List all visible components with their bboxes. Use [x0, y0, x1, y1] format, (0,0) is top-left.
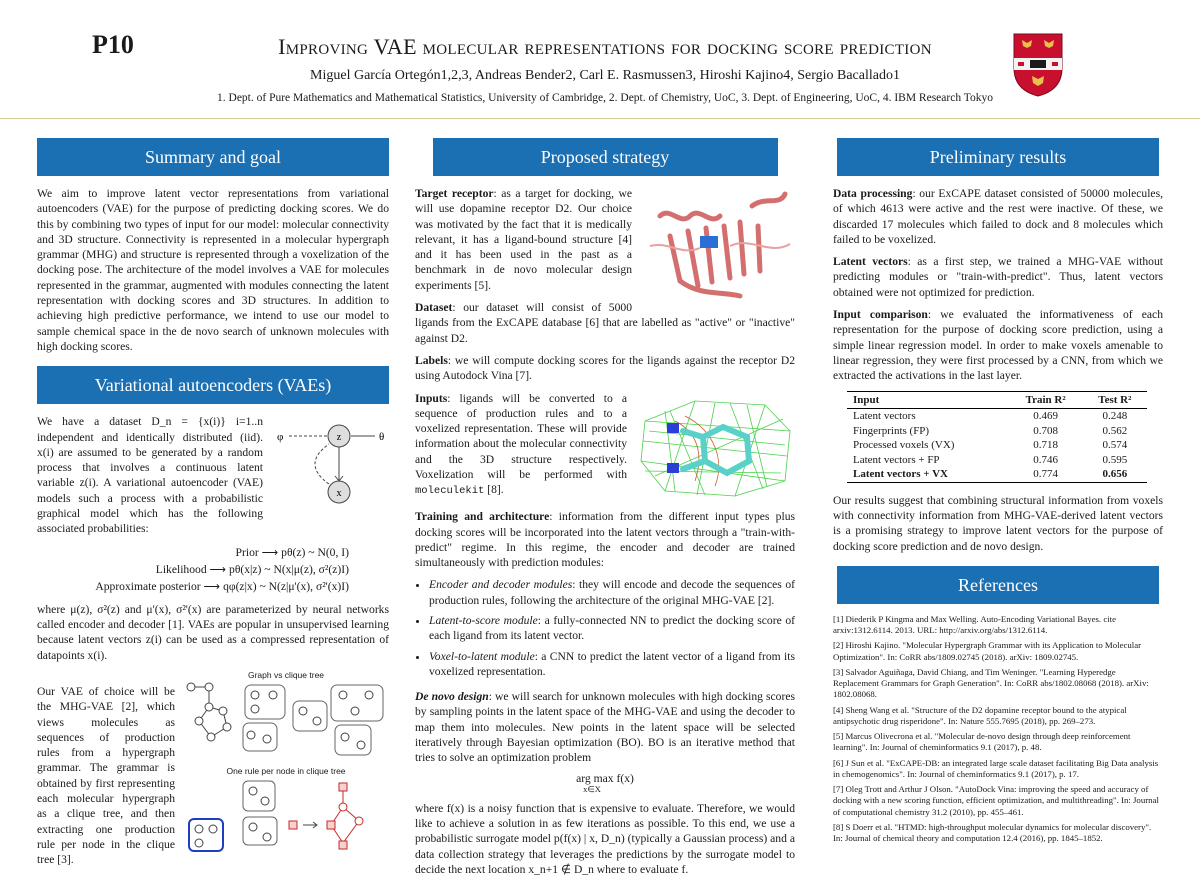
- labels-label: Labels: [415, 353, 448, 367]
- comparison-text: : we evaluated the informativeness of each representation for the purpose of docking score prediction, using a simple linear regression model. In order to make voxels amenable to linear regression, they were first processed by a CNN, from which we extracted the activations in the last layer.: [833, 308, 1163, 383]
- cell-input: Latent vectors + FP: [853, 453, 940, 466]
- reference-item: [1] Diederik P Kingma and Max Welling. Auto-Encoding Variational Bayes. cite arxiv:1312.6114. 2013. URL: http://arxiv.org/abs/1312.6114.: [833, 613, 1117, 636]
- vae-intro: We have a dataset D_n = {x(i)} i=1..n independent and identically distributed (iid). x(i) are assumed to be generated by a random process that involves a continuous latent variable z(i). A variational autoencoder (VAE) models such a process with a probabilistic graphical model which has the following associated probabilities:: [37, 415, 263, 536]
- eq-likelihood: pθ(x|z) ~ N(x|μ(z), σ²(z)I): [229, 563, 349, 577]
- reference-list: [833, 614, 1163, 845]
- processing-text: : our ExCAPE dataset consisted of 50000 molecules, of which 4613 were active and the rest were inactive. Of these, we discarded 17 molecules which failed to dock and 8 molecules which failed to be voxelized.: [833, 187, 1163, 246]
- comparison-paragraph: [833, 307, 1163, 383]
- target-text: : as a target for docking, we will use dopamine receptor D2. Our choice was motivated by the fact that it is medically relevant, it has a ligand-bound structure [4] and it has been used in the past as a benchmark in de novo molecular design experiments [5].: [415, 187, 632, 292]
- cell-input: Latent vectors: [853, 410, 916, 423]
- column-right: [833, 138, 1163, 848]
- column-middle: [415, 138, 795, 884]
- training-label: Training and architecture: [415, 510, 550, 524]
- module-item: [429, 577, 795, 608]
- vae-after: where μ(z), σ²(z) and μ'(x), σ²'(x) are parameterized by neural networks called encoder and decoder [1]. VAEs are popular in unsupervised learning because latent vectors z(i) can be used as a compressed representation of datapoints x(i).: [37, 602, 389, 662]
- results-heading: Preliminary results: [837, 138, 1159, 176]
- node-x: x: [336, 488, 342, 500]
- eq-posterior-label: Approximate posterior: [95, 580, 201, 594]
- header-rule: [0, 118, 1200, 119]
- module-list: [415, 577, 795, 679]
- fig2-title: One rule per node in clique tree: [226, 765, 346, 776]
- table-row: [847, 409, 1147, 424]
- module-name: Voxel-to-latent module: [429, 649, 535, 663]
- labels-paragraph: [415, 353, 795, 384]
- processing-paragraph: [833, 186, 1163, 247]
- eq-likelihood-label: Likelihood: [155, 563, 207, 577]
- reference-item: [7] Oleg Trott and Arthur J Olson. "AutoDock Vina: improving the speed and accuracy of docking with a new scoring function, efficient optimization, and multithreading". In: Journal of computational chemistry 31.2 (2010), pp. 455–461.: [833, 784, 1159, 817]
- module-text: : a fully-connected NN to predict the docking score of each ligand from its latent vector.: [429, 613, 795, 643]
- node-theta: θ: [379, 431, 385, 444]
- results-table: [847, 391, 1147, 483]
- module-name: Latent-to-score module: [429, 613, 538, 627]
- argmax-main: arg max f(x): [576, 771, 634, 785]
- eq-prior-label: Prior: [235, 545, 259, 559]
- reference-item: [5] Marcus Olivecrona et al. "Molecular de-novo design through deep reinforcement learning". In: Journal of cheminformatics 9.1 (2017), p. 48.: [833, 731, 1131, 753]
- vae-heading: Variational autoencoders (VAEs): [37, 366, 389, 404]
- summary-text: We aim to improve latent vector representations from variational autoencoders (VAE) for the purpose of predicting docking scores. We do this by combining two types of input for our model: molecular connectivity and 3D structure. Connectivity is represented in a molecular hypergraph grammar (MHG) and structure is represented through a voxelization of the docking pose. The architecture of the model involves a VAE for molecules represented in the grammar, augmented with modules connecting the latent representation with docking scores and 3D structures. In addition to achieving high predictive performance, we intend to use our model to sample chemical space in the de novo search of unknown molecules with high docking scores.: [37, 187, 389, 353]
- cell-train: 0.746: [1033, 453, 1058, 466]
- mhg-text: Our VAE of choice will be the MHG-VAE [2], which views molecules as sequences of production rules from a hypergraph grammar. The grammar is obtained by first representing each molecular hypergraph as a clique tree, and then extracting one production rule per node in the clique tree [3].: [37, 685, 175, 867]
- poster-title: Improving VAE molecular representations for docking score prediction: [278, 34, 932, 59]
- voxelized-ligand-image: [635, 391, 795, 499]
- argmax-sub: x∈X: [583, 784, 601, 795]
- cell-input: Processed voxels (VX): [853, 439, 955, 452]
- reference-item: [4] Sheng Wang et al. "Structure of the D2 dopamine receptor bound to the atypical antipsychotic drug risperidone". In: Nature 555.7695 (2018), pp. 269–273.: [833, 704, 1127, 726]
- mhg-block: [37, 670, 389, 868]
- cell-train: 0.718: [1033, 439, 1058, 452]
- target-label: Target receptor: [415, 187, 494, 200]
- cambridge-crest-icon: [1012, 32, 1064, 98]
- table-row: [847, 438, 1147, 453]
- cell-input: Latent vectors + VX: [847, 467, 1009, 482]
- dataset-text: : our dataset will consist of 5000 ligands from the ExCAPE database [6] that are labelled as "active" or "inactive" against D2.: [415, 301, 795, 345]
- reference-item: [2] Hiroshi Kajino. "Molecular Hypergraph Grammar with its Application to Molecular Optimization". In: CoRR abs/1809.02745 (2018). arXiv: 1809.02745.: [833, 640, 1142, 662]
- cell-test: 0.248: [1102, 410, 1128, 423]
- strategy-heading: Proposed strategy: [433, 138, 778, 176]
- references-heading: References: [837, 566, 1159, 604]
- reference-item: [3] Salvador Aguiñaga, David Chiang, and Tim Weninger. "Learning Hyperedge Replacement Grammars for Graph Generation". In: CoRR abs/1802.08068 (2018). arXiv: 1802.08068.: [833, 666, 1149, 700]
- comparison-label: Input comparison: [833, 308, 928, 322]
- reference-item: [8] S Doerr et al. "HTMD: high-throughput molecular dynamics for molecular discovery". In: Journal of chemical theory and computation 12.4 (2016), pp. 1845–1852.: [833, 821, 1152, 844]
- affiliations: 1. Dept. of Pure Mathematics and Mathematical Statistics, University of Cambridge, 2. Dept. of Chemistry, UoC, 3. Dept. of Engineering, UoC, 4. IBM Research Tokyo: [217, 92, 993, 104]
- vae-graphical-model: [271, 414, 389, 512]
- dataset-label: Dataset: [415, 301, 453, 315]
- latent-paragraph: [833, 254, 1163, 300]
- table-row: [847, 453, 1147, 468]
- module-name: Encoder and decoder modules: [429, 578, 573, 592]
- module-text: : a CNN to predict the latent vector of a ligand from its voxelized representation.: [429, 649, 795, 678]
- column-left: [37, 138, 389, 868]
- header-train: Train R²: [1009, 391, 1083, 409]
- authors: Miguel García Ortegón1,2,3, Andreas Bender2, Carl E. Rasmussen3, Hiroshi Kajino4, Sergio Bacallado1: [310, 68, 900, 83]
- reference-item: [6] J Sun et al. "ExCAPE-DB: an integrated large scale dataset facilitating Big Data analysis in chemogenomics". In: Journal of cheminformatics 9.1 (2017), p. 17.: [833, 757, 1159, 779]
- argmax-equation: [415, 773, 795, 795]
- summary-heading: Summary and goal: [37, 138, 389, 176]
- module-text: : they will encode and decode the sequences of production rules, following the architecture of the original MHG-VAE [2].: [429, 578, 795, 607]
- training-text: : information from the different input types plus docking scores will be incorporated into the latent vectors through a "train-with-predict" regime. In this regime, the encoder and decoder are trained simultaneously with prediction modules:: [415, 510, 796, 570]
- graph-vs-clique-tree-figure: [183, 681, 389, 759]
- cell-input: Fingerprints (FP): [853, 424, 930, 437]
- inputs-ref: [8].: [487, 483, 504, 497]
- header-input: Input: [847, 391, 1009, 409]
- denovo-label: De novo design: [415, 690, 489, 704]
- node-phi: φ: [277, 431, 284, 444]
- denovo-paragraph: [415, 689, 795, 765]
- inputs-text: : ligands will be converted to a sequence of production rules and to a voxelized representation. These will provide information about the molecular connectivity and the 3D structure respectively. Voxelization will be performed with: [415, 391, 627, 482]
- latent-label: Latent vectors: [833, 255, 908, 269]
- clique-tree-figures: [183, 670, 389, 868]
- eq-posterior: qφ(z|x) ~ N(z|μ'(x), σ²'(x)I): [223, 580, 349, 594]
- cell-test: 0.574: [1102, 439, 1128, 452]
- labels-text: : we will compute docking scores for the ligands against the receptor D2 using Autodock Vina [7].: [415, 353, 795, 383]
- inputs-tool: moleculekit: [415, 485, 485, 498]
- poster-id: P10: [92, 30, 134, 59]
- table-header-row: [847, 391, 1147, 409]
- table-row: [847, 424, 1147, 439]
- cell-test: 0.656: [1083, 467, 1147, 482]
- dataset-paragraph: [415, 300, 795, 346]
- bo-paragraph: where f(x) is a noisy function that is expensive to evaluate. Therefore, we would like to achieve a solution in as few iterations as possible. To this end, we use a probabilistic surrogate model p(f(x) | x, D_n) (typically a Gaussian process) and a data collection strategy that leverages the predictions by the surrogate model to decide the next location x_n+1 ∉ D_n where to evaluate f.: [415, 801, 795, 876]
- production-rule-figure: [183, 777, 389, 863]
- cell-test: 0.595: [1102, 453, 1128, 466]
- cell-test: 0.562: [1102, 424, 1128, 437]
- latent-text: : as a first step, we trained a MHG-VAE without predicting modules or "train-with-predict". Thus, latent vectors obtained were not optimized for prediction.: [833, 255, 1164, 299]
- cell-train: 0.774: [1009, 467, 1083, 482]
- inputs-label: Inputs: [415, 391, 448, 405]
- module-item: [429, 613, 795, 644]
- training-paragraph: [415, 509, 795, 570]
- processing-label: Data processing: [833, 187, 913, 200]
- node-z: z: [336, 432, 342, 444]
- denovo-text: : we will search for unknown molecules with high docking scores by sampling points in the latent space of the MHG-VAE and using the decoder to map them into molecules. New points in the latent space will be selected iteratively through Bayesian optimization (BO). BO is an iterative method that tries to solve an optimization problem: [415, 690, 795, 765]
- fig1-title: Graph vs clique tree: [247, 670, 325, 680]
- table-row: [847, 467, 1147, 482]
- cell-train: 0.469: [1033, 410, 1058, 423]
- eq-prior: pθ(z) ~ N(0, I): [281, 545, 349, 559]
- d2-receptor-structure-image: [640, 186, 795, 306]
- conclusion-text: Our results suggest that combining structural information from voxels with connectivity information from MHG-VAE-derived latent vectors is a promising strategy to improve latent vectors for the purpose of docking score prediction and de novo design.: [833, 493, 1163, 553]
- header-test: Test R²: [1083, 391, 1147, 409]
- vae-equations: Prior ⟶ pθ(z) ~ N(0, I) Likelihood ⟶ pθ(x|z) ~ N(x|μ(z), σ²(z)I) Approximate posterior ⟶ qφ(z|x) ~ N(z|μ'(x), σ²'(x)I): [37, 544, 389, 596]
- cell-train: 0.708: [1033, 424, 1058, 437]
- module-item: [429, 649, 795, 680]
